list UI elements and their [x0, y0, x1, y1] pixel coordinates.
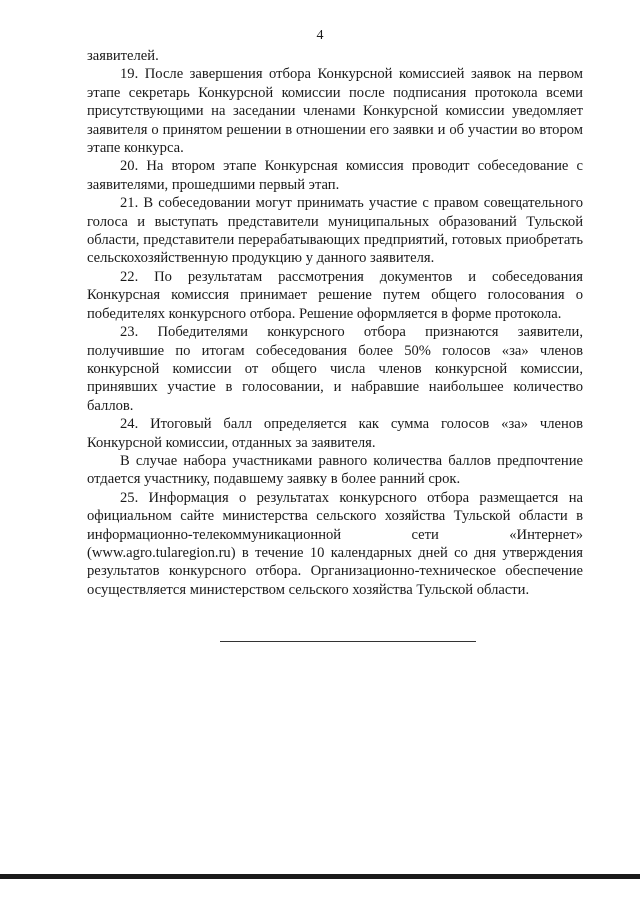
- end-of-text-rule: [220, 641, 476, 642]
- paragraph-25: 25. Информация о результатах конкурсного отбора размещается на официальном сайте министерства сельского хозяйства Тульской области в информационно-телекоммуникационной сети «Интернет» (www.agro.tularegion.ru) в течение 10 календарных дней со дня утверждения результатов конкурсного отбора. Организационно-техническое обеспечение осуществляется министерством сельского хозяйства Тульской области.: [87, 489, 583, 598]
- scan-edge-bar: [0, 874, 640, 879]
- paragraph-continuation: заявителей.: [87, 48, 159, 64]
- document-body: [87, 47, 583, 599]
- paragraph-21: 21. В собеседовании могут принимать участие с правом совещательного голоса и выступать представители муниципальных образований Тульской области, представители перерабатывающих предприятий, готовых приобретать сельскохозяйственную продукцию у данного заявителя.: [87, 195, 583, 267]
- paragraph-24: 24. Итоговый балл определяется как сумма голосов «за» членов Конкурсной комиссии, отданных за заявителя.: [87, 416, 583, 451]
- paragraph-22: 22. По результатам рассмотрения документов и собеседования Конкурсная комиссия принимает решение путем общего голосования о победителях конкурсного отбора. Решение оформляется в форме протокола.: [87, 268, 583, 322]
- paragraph-23: 23. Победителями конкурсного отбора признаются заявители, получившие по итогам собеседования более 50% голосов «за» членов конкурсной комиссии от общего числа членов конкурсной комиссии, принявших участие в голосовании, и набравшие наибольшее количество баллов.: [87, 324, 583, 414]
- paragraph-24-note: В случае набора участниками равного количества баллов предпочтение отдается участнику, подавшему заявку в более ранний срок.: [87, 452, 583, 488]
- paragraph-19: 19. После завершения отбора Конкурсной комиссией заявок на первом этапе секретарь Конкурсной комиссии после подписания протокола всеми присутствующими на заседании членами Конкурсной комиссии уведомляет заявителя о принятом решении в отношении его заявки и об участии во втором этапе конкурса.: [87, 66, 583, 157]
- page-number: 4: [316, 28, 324, 43]
- paragraph-20: 20. На втором этапе Конкурсная комиссия проводит собеседование с заявителями, прошедшими первый этап.: [87, 158, 583, 193]
